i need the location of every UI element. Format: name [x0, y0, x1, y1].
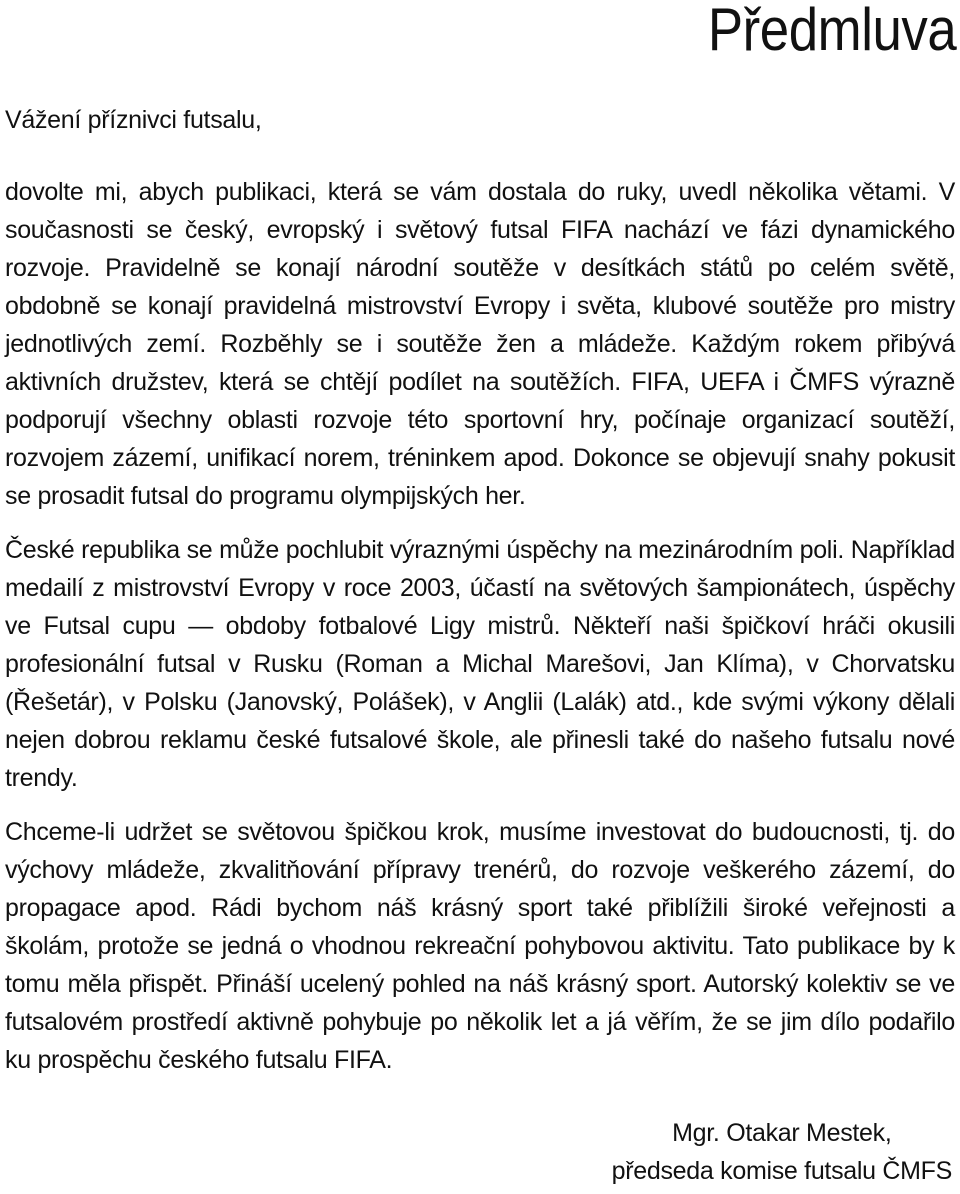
paragraph-intro: dovolte mi, abych publikaci, která se vám dostala do ruky, uvedl několika větami. V současnosti se český, evropský i světový futsal FIFA nachází ve fázi dynamického rozvoje. Pravidelně se konají národní soutěže v desítkách států po celém světě, obdobně se konají pravidelná mistrovství Evropy i světa, klubové soutěže pro mistry jednotlivých zemí. Rozběhly se i soutěže žen a mládeže. Každým rokem přibývá aktivních družstev, která se chtějí podílet na soutěžích. FIFA, UEFA i ČMFS výrazně podporují všechny oblasti rozvoje této sportovní hry, počínaje organizací soutěží, rozvojem zázemí, unifikací norem, tréninkem apod. Dokonce se objevují snahy pokusit se prosadit futsal do programu olympijských her.: [5, 178, 955, 510]
salutation: Vážení příznivci futsalu,: [5, 106, 262, 134]
signature-block: [612, 1114, 952, 1190]
signature-name: Mgr. Otakar Mestek,: [672, 1119, 892, 1147]
page-title: Předmluva: [707, 0, 956, 63]
foreword-body: [5, 101, 955, 1079]
paragraph-future: Chceme-li udržet se světovou špičkou krok, musíme investovat do budoucnosti, tj. do výchovy mládeže, zkvalitňování přípravy trenérů, do rozvoje veškerého zázemí, do propagace apod. Rádi bychom náš krásný sport také přiblížili široké veřejnosti a školám, protože se jedná o vhodnou rekreační pohybovou aktivitu. Tato publikace by k tomu měla přispět. Přináší ucelený pohled na náš krásný sport. Autorský kolektiv se ve futsalovém prostředí aktivně pohybuje po několik let a já věřím, že se jim dílo podařilo ku prospěchu českého futsalu FIFA.: [5, 818, 955, 1074]
paragraph-achievements: České republika se může pochlubit výraznými úspěchy na mezinárodním poli. Například medailí z mistrovství Evropy v roce 2003, účastí na světových šampionátech, úspěchy ve Futsal cupu — obdoby fotbalové Ligy mistrů. Někteří naši špičkoví hráči okusili profesionální futsal v Rusku (Roman a Michal Marešovi, Jan Klíma), v Chorvatsku (Řešetár), v Polsku (Janovský, Polášek), v Anglii (Lalák) atd., kde svými výkony dělali nejen dobrou reklamu české futsalové škole, ale přinesli také do našeho futsalu nové trendy.: [5, 536, 955, 792]
signature-role: předseda komise futsalu ČMFS: [611, 1157, 952, 1185]
